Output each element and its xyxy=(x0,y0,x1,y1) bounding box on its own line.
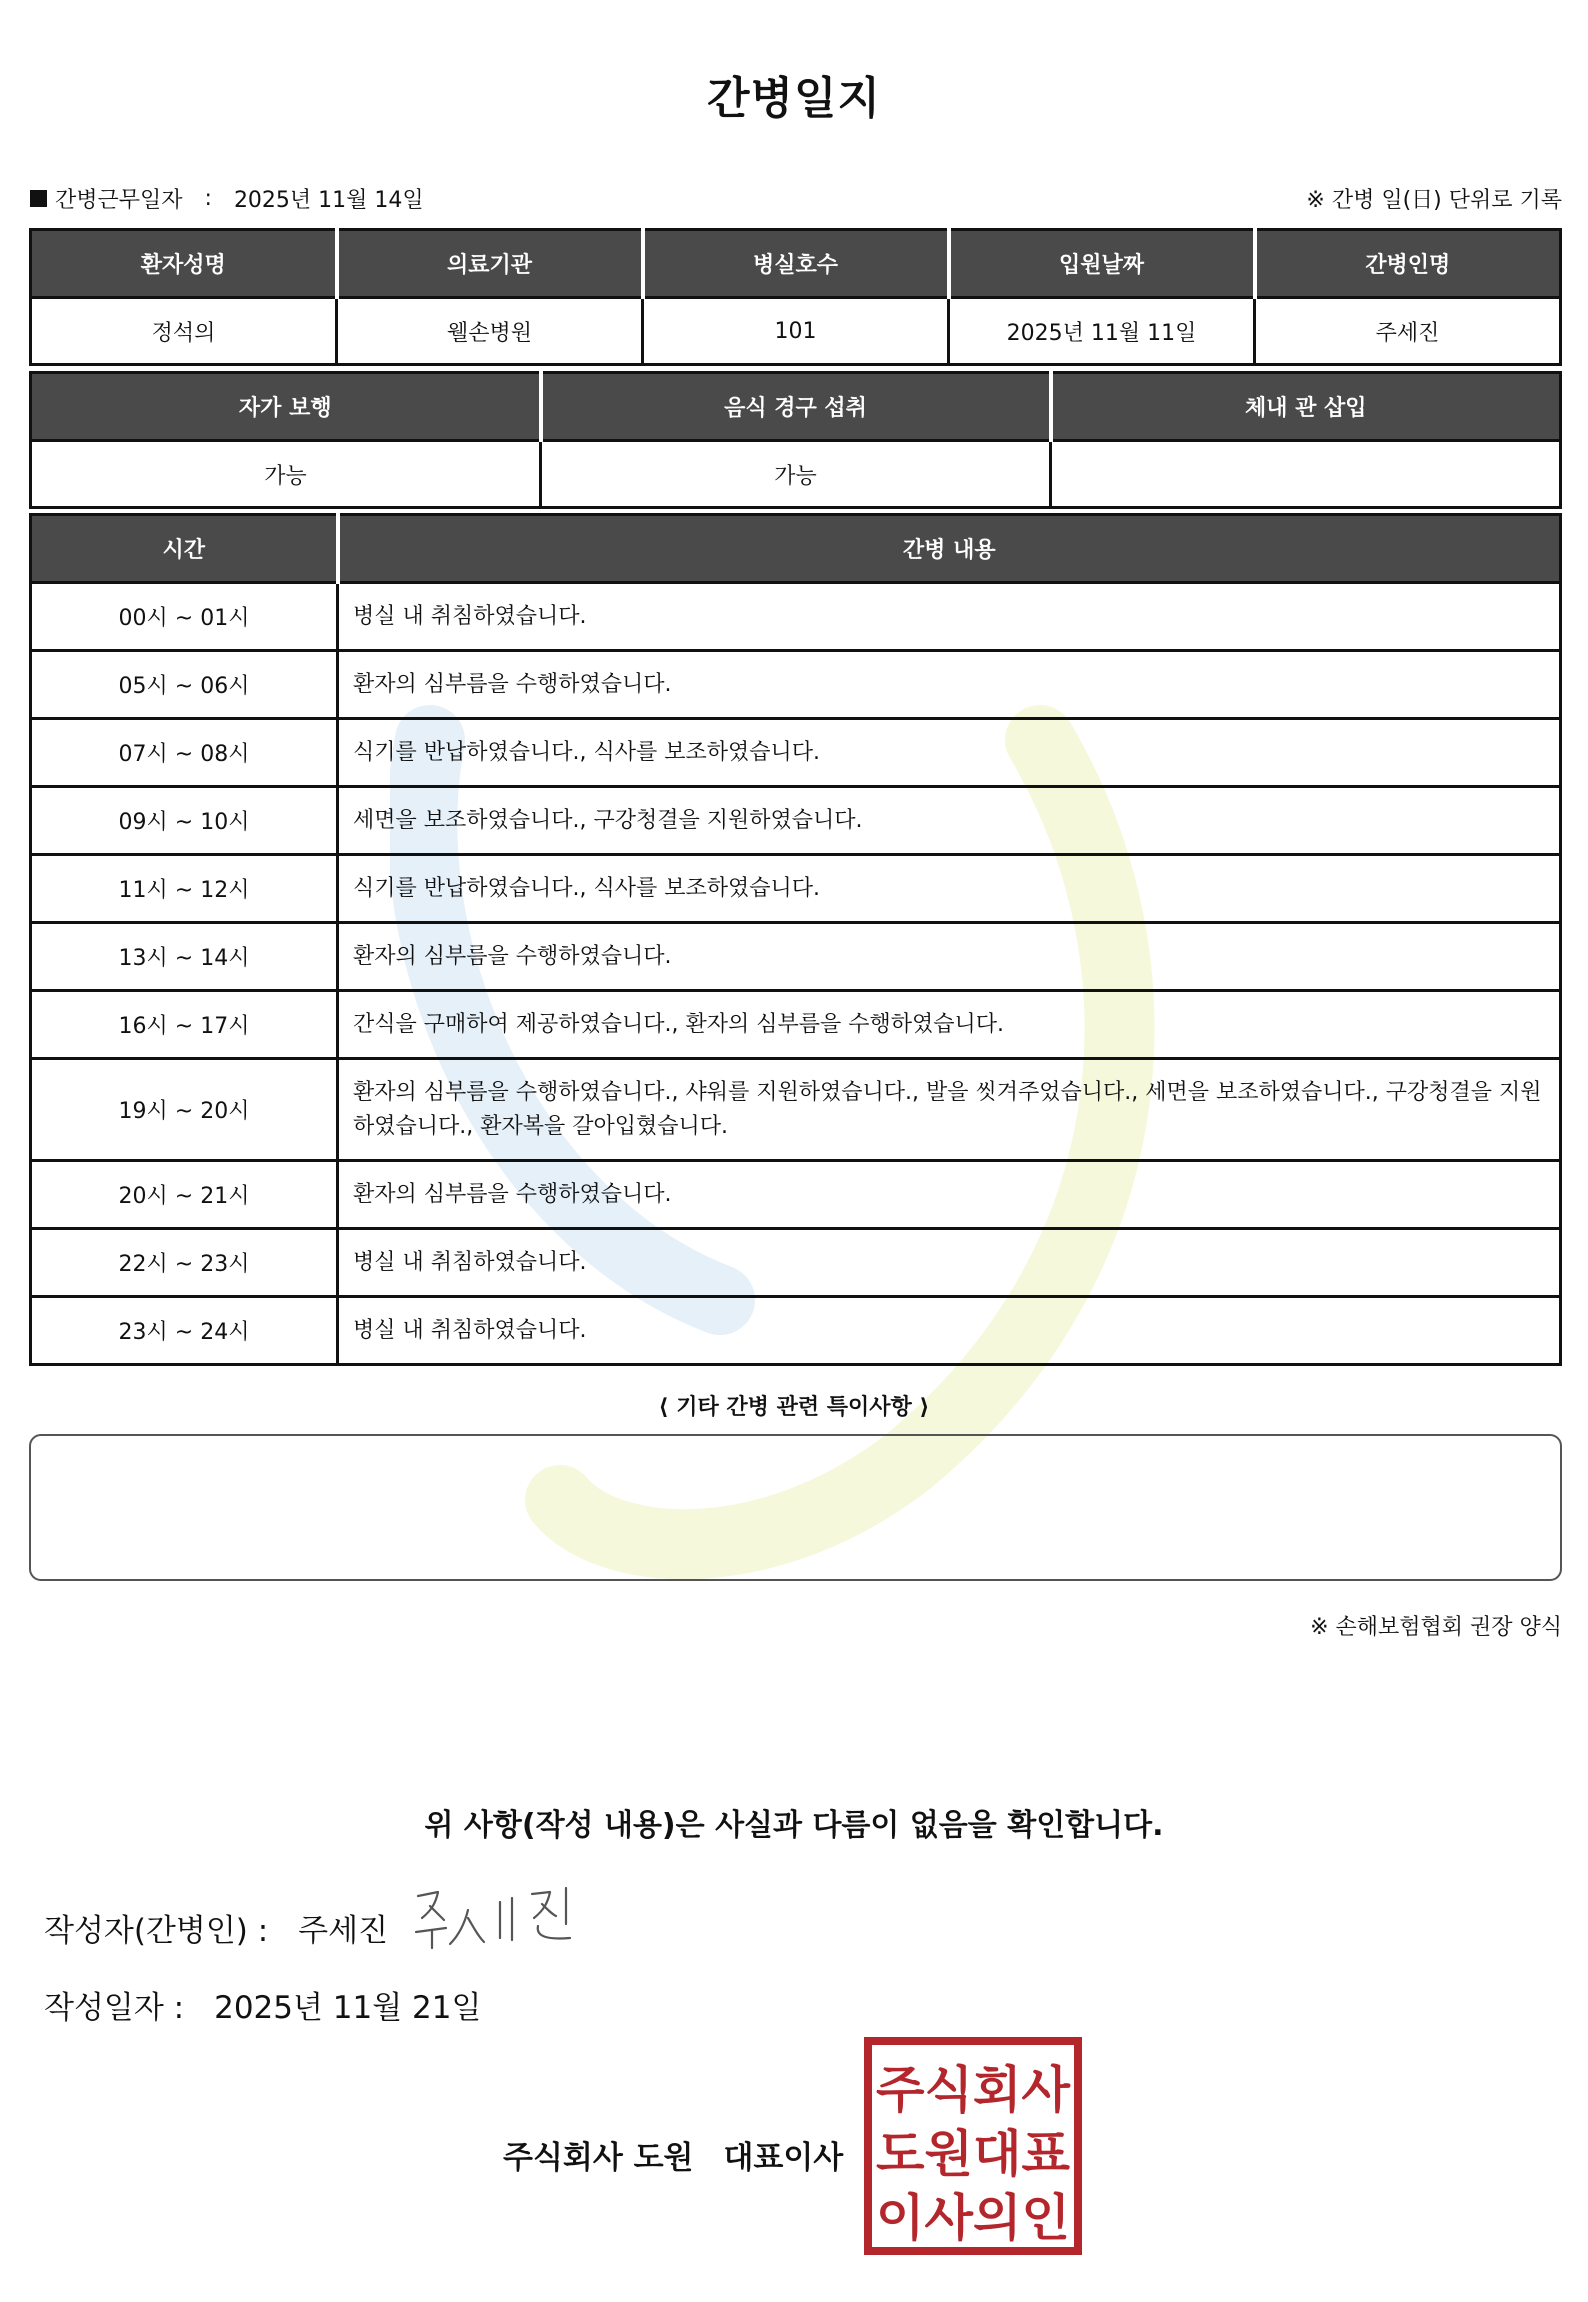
time-cell: 16시 ~ 17시 xyxy=(31,991,338,1059)
time-cell: 13시 ~ 14시 xyxy=(31,923,338,991)
oral-intake-value: 가능 xyxy=(541,441,1051,508)
svg-text:도원대표: 도원대표 xyxy=(876,2125,1071,2183)
time-cell: 07시 ~ 08시 xyxy=(31,719,338,787)
header-time: 시간 xyxy=(31,515,338,583)
content-cell: 병실 내 취침하였습니다. xyxy=(338,1297,1561,1365)
header-care-content: 간병 내용 xyxy=(338,515,1561,583)
table-row xyxy=(31,923,1561,991)
special-notes-box xyxy=(29,1434,1562,1581)
table-row xyxy=(31,991,1561,1059)
time-cell: 22시 ~ 23시 xyxy=(31,1229,338,1297)
written-date-line xyxy=(44,1982,481,2027)
time-cell: 23시 ~ 24시 xyxy=(31,1297,338,1365)
work-date-row xyxy=(30,183,1562,213)
time-cell: 11시 ~ 12시 xyxy=(31,855,338,923)
special-notes-title: ⟨ 기타 간병 관련 특이사항 ⟩ xyxy=(658,1395,930,1420)
header-hospital: 의료기관 xyxy=(337,230,643,298)
work-date-label: 간병근무일자 xyxy=(55,187,183,213)
content-cell: 병실 내 취침하였습니다. xyxy=(338,1229,1561,1297)
company-signoff xyxy=(503,2132,843,2177)
content-cell: 병실 내 취침하였습니다. xyxy=(338,583,1561,651)
content-cell: 환자의 심부름을 수행하였습니다., 샤워를 지원하였습니다., 발을 씻겨주었습니다., 세면을 보조하였습니다., 구강청결을 지원하였습니다., 환자복을 갈아입혔습니다. xyxy=(338,1059,1561,1161)
header-patient-name: 환자성명 xyxy=(31,230,337,298)
room-number: 101 xyxy=(643,298,949,365)
content-cell: 세면을 보조하였습니다., 구강청결을 지원하였습니다. xyxy=(338,787,1561,855)
header-admission-date: 입원날짜 xyxy=(949,230,1255,298)
hospital-name: 웰손병원 xyxy=(337,298,643,365)
content-cell: 간식을 구매하여 제공하였습니다., 환자의 심부름을 수행하였습니다. xyxy=(338,991,1561,1059)
work-date xyxy=(30,183,424,214)
writer-line xyxy=(44,1905,388,1950)
content-cell: 환자의 심부름을 수행하였습니다. xyxy=(338,1161,1561,1229)
company-seal-stamp xyxy=(862,2035,1084,2257)
time-cell: 05시 ~ 06시 xyxy=(31,651,338,719)
patient-name: 정석의 xyxy=(31,298,337,365)
table-row xyxy=(31,1297,1561,1365)
tube-insertion-value xyxy=(1051,441,1561,508)
written-date-label: 작성일자 : xyxy=(44,1990,185,2026)
table-row xyxy=(31,1059,1561,1161)
handwritten-signature xyxy=(410,1880,590,1960)
header-oral-intake: 음식 경구 섭취 xyxy=(541,373,1051,441)
header-self-walking: 자가 보행 xyxy=(31,373,541,441)
work-date-separator: : xyxy=(204,185,212,211)
table-row xyxy=(31,787,1561,855)
content-cell: 환자의 심부름을 수행하였습니다. xyxy=(338,923,1561,991)
time-cell: 09시 ~ 10시 xyxy=(31,787,338,855)
admission-date: 2025년 11월 11일 xyxy=(949,298,1255,365)
time-cell: 20시 ~ 21시 xyxy=(31,1161,338,1229)
written-date-value: 2025년 11월 21일 xyxy=(214,1990,482,2026)
time-cell: 00시 ~ 01시 xyxy=(31,583,338,651)
header-tube-insertion: 체내 관 삽입 xyxy=(1051,373,1561,441)
svg-text:이사의인: 이사의인 xyxy=(876,2189,1070,2247)
record-note: ※ 간병 일(日) 단위로 기록 xyxy=(1306,187,1562,213)
form-note: ※ 손해보험협회 권장 양식 xyxy=(1310,1615,1562,1640)
patient-info-table xyxy=(29,228,1562,366)
content-cell: 환자의 심부름을 수행하였습니다. xyxy=(338,651,1561,719)
document-title: 간병일지 xyxy=(706,73,881,124)
table-row xyxy=(31,583,1561,651)
writer-label: 작성자(간병인) : xyxy=(44,1913,269,1949)
content-cell: 식기를 반납하였습니다., 식사를 보조하였습니다. xyxy=(338,855,1561,923)
confirmation-statement: 위 사항(작성 내용)은 사실과 다름이 없음을 확인합니다. xyxy=(424,1808,1164,1843)
content-cell: 식기를 반납하였습니다., 식사를 보조하였습니다. xyxy=(338,719,1561,787)
writer-name: 주세진 xyxy=(298,1913,389,1949)
care-log-table xyxy=(29,513,1562,1366)
work-date-value: 2025년 11월 14일 xyxy=(233,187,424,213)
svg-text:주식회사: 주식회사 xyxy=(876,2061,1071,2119)
square-bullet-icon xyxy=(30,190,47,207)
caregiver-name: 주세진 xyxy=(1255,298,1561,365)
table-row xyxy=(31,1229,1561,1297)
patient-status-table xyxy=(29,371,1562,509)
company-name: 주식회사 도원 xyxy=(503,2140,694,2176)
header-caregiver-name: 간병인명 xyxy=(1255,230,1561,298)
table-row xyxy=(31,651,1561,719)
representative-title: 대표이사 xyxy=(723,2140,844,2176)
table-row xyxy=(31,855,1561,923)
time-cell: 19시 ~ 20시 xyxy=(31,1059,338,1161)
table-row xyxy=(31,1161,1561,1229)
self-walking-value: 가능 xyxy=(31,441,541,508)
table-row xyxy=(31,719,1561,787)
header-room-number: 병실호수 xyxy=(643,230,949,298)
